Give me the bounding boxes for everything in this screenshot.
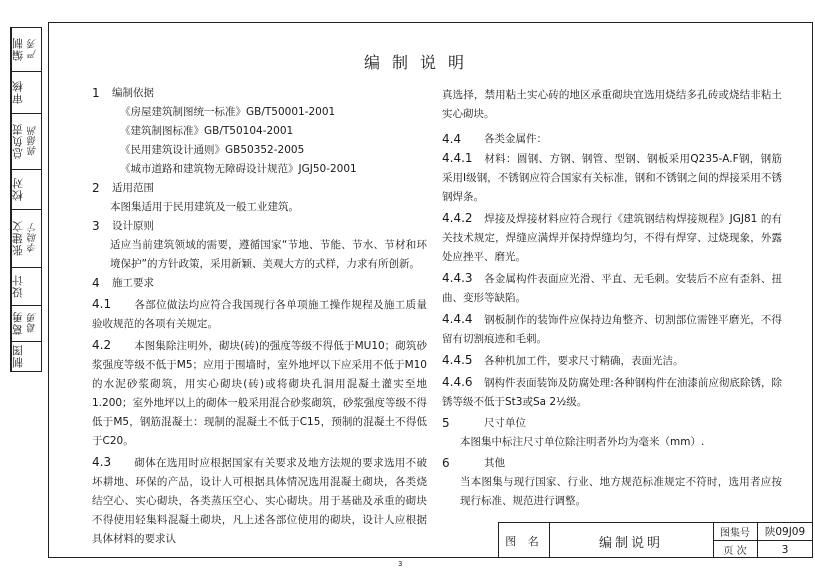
strip-label: 制图 xyxy=(11,342,25,371)
strip-signature xyxy=(26,72,41,113)
right-column xyxy=(442,86,782,511)
section-text: 焊接及焊接材料应符合现行《建筑钢结构焊接规程》JGJ81 的有关技术规定，焊缝应满焊并保持焊缝均匀，不得有焊穿、过烧现象，外露处应挫平、磨光。 xyxy=(442,213,782,263)
section-number: 4.2 xyxy=(92,338,112,352)
section-number: 4.4.6 xyxy=(442,375,473,389)
section-4-heading xyxy=(92,274,427,293)
section-text: 钢构件表面装饰及防腐处理:各种钢构件在油漆前应彻底除锈，除锈等级不低于St3或Sa 2½级。 xyxy=(442,377,782,408)
section-text: 各部位做法均应符合我国现行各单项施工操作规程及施工质量验收规范的各项有关规定。 xyxy=(92,299,427,330)
strip-label: 设计 xyxy=(11,268,25,305)
signature-strip xyxy=(10,27,42,372)
section-number: 4.4.4 xyxy=(442,312,473,326)
section-text: 材料：圆钢、方钢、钢管、型钢、钢板采用Q235-A.F钢，钢筋采用Ⅰ级钢，不锈钢应符合国家有关标准，钢和不锈钢之间的焊接采用不锈钢焊条。 xyxy=(442,153,782,203)
section-number: 4.4.3 xyxy=(442,271,473,285)
section-number: 5 xyxy=(442,416,450,430)
section-6-heading xyxy=(442,454,782,473)
page-title: 编制说明 xyxy=(363,53,476,72)
page-label: 页 次 xyxy=(723,545,747,557)
atlas-number-value: 陕09J09 xyxy=(764,526,806,538)
section-label: 各类金属件： xyxy=(484,133,547,145)
footer-page-number: 3 xyxy=(398,560,403,568)
strip-signature xyxy=(26,268,41,305)
strip-label: 总负责 xyxy=(11,114,25,169)
drawing-name-value: 编制说明 xyxy=(598,535,663,551)
section-number: 6 xyxy=(442,456,450,470)
section-text: 各种机加工件，要求尺寸精确，表面光洁。 xyxy=(484,355,684,367)
section-number: 4 xyxy=(92,276,100,290)
strip-cell-shenhe xyxy=(11,72,41,114)
strip-signature xyxy=(26,170,41,209)
section-5-heading xyxy=(442,414,782,433)
continuation-text: 真选择，禁用粘土实心砖的地区承重砌块宜选用烧结多孔砖或烧结非粘土实心砌块。 xyxy=(442,89,782,120)
section-number: 4.4 xyxy=(442,132,462,146)
page-value: 3 xyxy=(781,542,789,556)
strip-cell-geyong xyxy=(11,306,41,342)
strip-signature xyxy=(26,342,41,371)
section-label: 施工要求 xyxy=(112,277,154,289)
section-label: 其他 xyxy=(484,457,505,469)
reference-item: 《民用建筑设计通则》GB50352-2005 xyxy=(120,144,305,156)
strip-cell-zongfuze xyxy=(11,114,41,170)
reference-item: 《城市道路和建筑物无障碍设计规范》JGJ50-2001 xyxy=(120,163,357,175)
section-1-heading xyxy=(92,84,427,103)
strip-cell-bianzhi xyxy=(11,28,41,72)
strip-cell-sheji xyxy=(11,268,41,306)
strip-signature: 郭德洲 xyxy=(28,126,39,157)
section-4-4-2 xyxy=(442,209,782,267)
strip-signature: 葛勇 xyxy=(28,313,39,334)
section-text: 本图集除注明外，砌块(砖)的强度等级不得低于MU10；砌筑砂浆强度等级不低于M5；应用于围墙时，室外地坪以下应采用不低于M10的水泥砂浆砌筑，用实心砌块(砖)或将砌块孔洞用混凝土灌实至地1.200；室外地坪以上的砌体一般采用混合砂浆砌筑，砂浆强度等级不得低于M5，钢筋混凝土：现制的混凝土不低于C15，预制的混凝土不得低于C20。 xyxy=(92,340,427,447)
strip-cell-zhitu xyxy=(11,342,41,371)
section-4-1 xyxy=(92,295,427,334)
section-5-text: 本图集中标注尺寸单位除注明者外均为毫米（mm）. xyxy=(460,436,705,448)
atlas-number-label: 图集号 xyxy=(720,528,750,539)
strip-cell-jiaodui xyxy=(11,170,41,210)
strip-cell-zhangjianwen xyxy=(11,210,41,268)
left-column xyxy=(92,84,427,549)
section-number: 2 xyxy=(92,181,100,195)
strip-label: 张建文 xyxy=(11,210,25,267)
section-4-4-3 xyxy=(442,269,782,308)
section-number: 1 xyxy=(92,86,100,100)
strip-label: 葛勇 xyxy=(11,306,25,341)
strip-label: 编制 xyxy=(11,28,25,71)
section-number: 4.4.5 xyxy=(442,353,473,367)
strip-label: 审核 xyxy=(11,72,25,113)
section-number: 4.4.2 xyxy=(442,211,473,225)
section-3-heading xyxy=(92,217,427,236)
reference-item: 《建筑制图标准》GB/T50104-2001 xyxy=(120,125,294,137)
title-block xyxy=(498,522,813,558)
reference-item: 《房屋建筑制图统一标准》GB/T50001-2001 xyxy=(120,106,336,118)
drawing-name-label: 图 名 xyxy=(505,535,543,548)
section-4-3 xyxy=(92,453,427,549)
section-4-4-1 xyxy=(442,149,782,207)
section-4-4-6 xyxy=(442,373,782,412)
strip-label: 校对 xyxy=(11,170,25,209)
section-3-text: 适应当前建筑领域的需要，遵循国家“节地、节能、节水、节材和环境保护”的方针政策，采用新颖、美观大方的式样，力求有所创新。 xyxy=(110,239,427,270)
strip-signature: 严秀 xyxy=(28,39,39,60)
section-number: 4.1 xyxy=(92,297,112,311)
section-4-2 xyxy=(92,336,427,451)
section-text: 各金属构件表面应光滑、平直、无毛刺。安装后不应有歪斜、扭曲、变形等缺陷。 xyxy=(442,273,782,304)
section-4-4-5 xyxy=(442,351,782,371)
section-label: 尺寸单位 xyxy=(484,417,526,429)
section-4-4-heading xyxy=(442,130,782,149)
section-6-text: 当本图集与现行国家、行业、地方规范标准规定不符时，选用者应按现行标准、规范进行调整。 xyxy=(460,476,782,507)
section-text: 砌体在选用时应根据国家有关要求及地方法规的要求选用不破坏耕地、环保的产品，设计人可根据具体情况选用混凝土砌块，各类烧结空心、实心砌块，各类蒸压空心、实心砌块。用于基础及承重的砌块不得使用轻集料混凝土砌块，凡上述各部位使用的砌块，设计人应根据具体材料的要求认 xyxy=(92,457,427,545)
section-number: 4.3 xyxy=(92,455,112,469)
section-label: 编制依据 xyxy=(112,87,154,99)
section-2-text: 本图集适用于民用建筑及一般工业建筑。 xyxy=(110,201,299,213)
section-2-heading xyxy=(92,179,427,198)
section-number: 3 xyxy=(92,219,100,233)
section-text: 钢板制作的装饰件应保持边角整齐、切割部位需锉平磨光，不得留有切割痕迹和毛刺。 xyxy=(442,314,782,345)
section-number: 4.4.1 xyxy=(442,151,473,165)
section-4-4-4 xyxy=(442,310,782,349)
section-label: 适用范围 xyxy=(112,182,154,194)
section-label: 设计原则 xyxy=(112,220,154,232)
strip-signature: 李晓宁 xyxy=(28,223,39,254)
